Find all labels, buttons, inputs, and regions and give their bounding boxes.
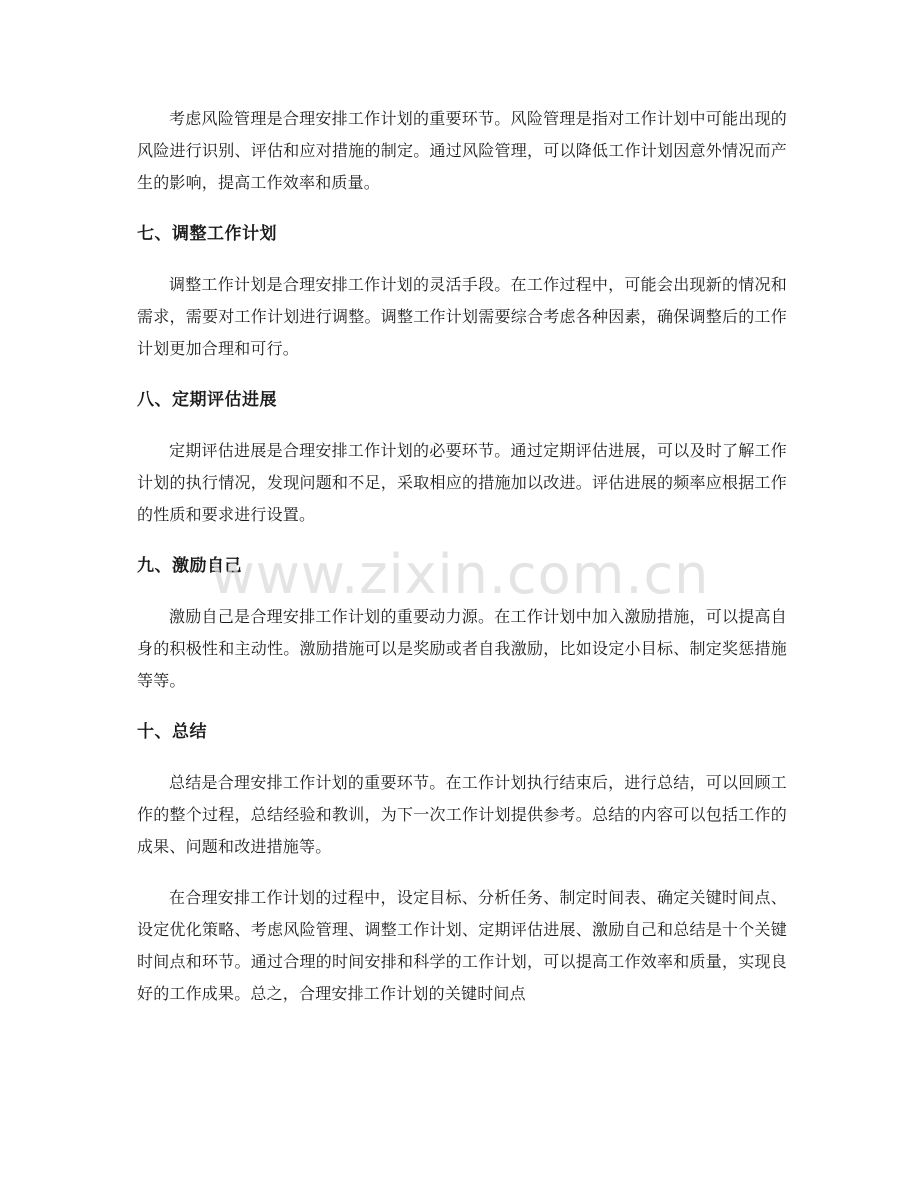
section-heading-adjust-plan: 七、调整工作计划 [137,224,277,244]
section-heading-motivate-self: 九、激励自己 [137,556,242,576]
paragraph-evaluate-progress: 定期评估进展是合理安排工作计划的必要环节。通过定期评估进展，可以及时了解工作计划的执行情况，发现问题和不足，采取相应的措施加以改进。评估进展的频率应根据工作的性质和要求进行设置。 [137,441,787,524]
paragraph-motivate-self: 激励自己是合理安排工作计划的重要动力源。在工作计划中加入激励措施，可以提高自身的积极性和主动性。激励措施可以是奖励或者自我激励，比如设定小目标、制定奖惩措施等等。 [137,607,787,690]
paragraph-conclusion: 在合理安排工作计划的过程中，设定目标、分析任务、制定时间表、确定关键时间点、设定优化策略、考虑风险管理、调整工作计划、定期评估进展、激励自己和总结是十个关键时间点和环节。通过合理的时间安排和科学的工作计划，可以提高工作效率和质量，实现良好的工作成果。总之，合理安排工作计划的关键时间点 [137,888,787,1003]
paragraph-adjust-plan: 调整工作计划是合理安排工作计划的灵活手段。在工作过程中，可能会出现新的情况和需求，需要对工作计划进行调整。调整工作计划需要综合考虑各种因素，确保调整后的工作计划更加合理和可行。 [137,275,787,358]
paragraph-risk-management: 考虑风险管理是合理安排工作计划的重要环节。风险管理是指对工作计划中可能出现的风险进行识别、评估和应对措施的制定。通过风险管理，可以降低工作计划因意外情况而产生的影响，提高工作效率和质量。 [137,109,787,192]
document-body [137,103,787,1029]
section-heading-summary: 十、总结 [137,722,207,742]
section-heading-evaluate-progress: 八、定期评估进展 [137,390,277,410]
watermark-text: www.zixin.com.cn [210,543,710,606]
paragraph-summary: 总结是合理安排工作计划的重要环节。在工作计划执行结束后，进行总结，可以回顾工作的整个过程，总结经验和教训，为下一次工作计划提供参考。总结的内容可以包括工作的成果、问题和改进措施等。 [137,773,787,856]
